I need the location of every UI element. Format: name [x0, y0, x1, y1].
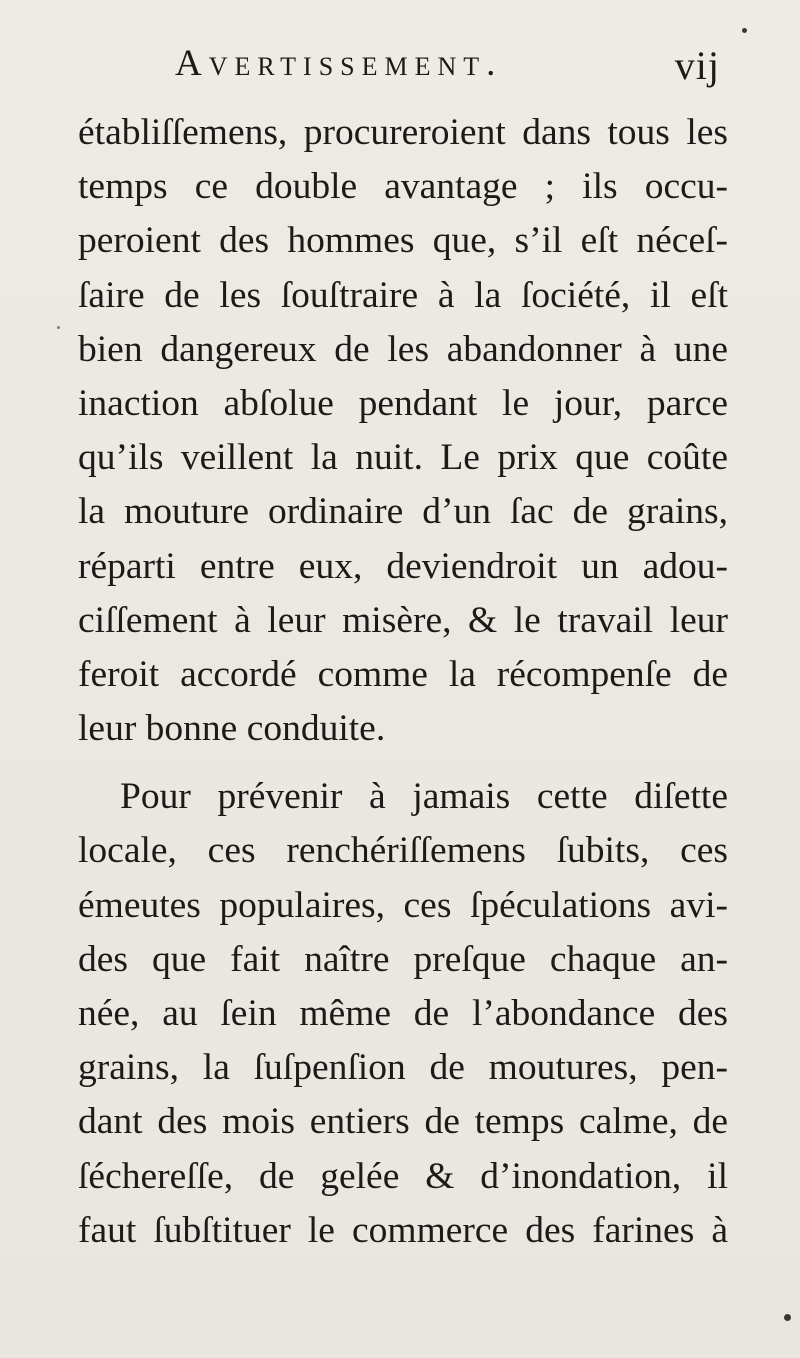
paragraph-2	[78, 770, 728, 1258]
text-line: grains, la ſuſpenſion de moutures, pen-	[78, 1047, 728, 1089]
text-line: bien dangereux de les abandonner à une	[78, 328, 728, 370]
text-line: inaction abſolue pendant le jour, parce	[78, 382, 728, 424]
ink-speck	[742, 28, 747, 33]
text-line: Pour prévenir à jamais cette diſette	[120, 776, 728, 818]
body-text	[78, 106, 728, 1258]
ink-speck	[57, 326, 60, 329]
text-line: locale, ces renchériſſemens ſubits, ces	[78, 830, 728, 872]
text-line: peroient des hommes que, s’il eſt néceſ-	[78, 220, 728, 262]
text-line: faut ſubſtituer le commerce des farines à	[78, 1209, 728, 1251]
text-line: ciſſement à leur misère, & le travail leur	[78, 599, 728, 641]
text-line: des que fait naître preſque chaque an-	[78, 938, 728, 980]
text-line: feroit accordé comme la récompenſe de	[78, 653, 728, 695]
paragraph-gap	[78, 756, 728, 770]
running-title: Avertissement.	[175, 43, 503, 84]
text-line: dant des mois entiers de temps calme, de	[78, 1101, 728, 1143]
text-line: qu’ils veillent la nuit. Le prix que coûte	[78, 437, 728, 479]
text-line: née, au ſein même de l’abondance des	[78, 993, 728, 1034]
text-line: émeutes populaires, ces ſpéculations avi-	[78, 884, 728, 926]
text-line: temps ce double avantage ; ils occu-	[78, 166, 728, 208]
text-line: leur bonne conduite.	[78, 708, 386, 750]
paragraph-1	[78, 106, 728, 756]
text-line: établiſſemens, procureroient dans tous les	[78, 112, 728, 153]
ink-speck	[784, 1314, 791, 1321]
text-line: ſéchereſſe, de gelée & d’inondation, il	[78, 1155, 728, 1197]
text-line: réparti entre eux, deviendroit un adou-	[78, 545, 728, 587]
page-header	[175, 42, 720, 98]
text-line: ſaire de les ſouſtraire à la ſociété, il eſt	[78, 274, 728, 316]
page-number: vij	[674, 43, 720, 88]
text-line: la mouture ordinaire d’un ſac de grains,	[78, 491, 728, 533]
